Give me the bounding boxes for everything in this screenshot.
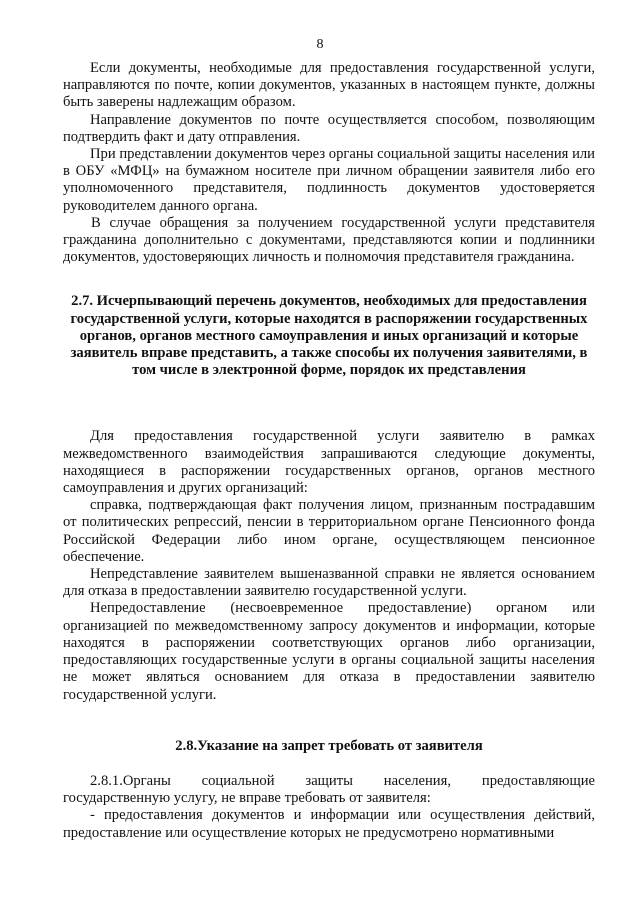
paragraph-social-protection: При представлении документов через органы социальной защиты населения или в ОБУ «МФЦ» на бумажном носителе при личном обращении заявителя либо его уполномоченного представителя, подлинность документов удостоверяется руководителем данного органа. <box>63 146 595 214</box>
section-heading-2-7: 2.7. Исчерпывающий перечень документов, необходимых для предоставления государственной услуги, которые находятся в распоряжении государственных органов, органов местного самоуправления и иных организаций и которые заявитель вправе представить, а также способы их получения заявителями, в том числе в электронной форме, порядок их представления <box>70 293 588 379</box>
paragraph-mail-sending: Направление документов по почте осуществляется способом, позволяющим подтвердить факт и дату отправления. <box>63 111 595 145</box>
paragraph-mail-copies: Если документы, необходимые для предоставления государственной услуги, направляются по почте, копии документов, указанных в настоящем пункте, должны быть заверены надлежащим образом. <box>63 60 595 111</box>
paragraph-interagency-request: Для предоставления государственной услуги заявителю в рамках межведомственного взаимодействия запрашиваются следующие документы, находящиеся в распоряжении государственных органов, органов местного самоуправления и других организаций: <box>63 428 595 497</box>
paragraph-pension-certificate: справка, подтверждающая факт получения лицом, признанным пострадавшим от политических репрессий, пенсии в территориальном органе Пенсионного фонда Российской Федерации либо ином органе, осуществляющем пенсионное обеспечение. <box>63 497 595 565</box>
paragraph-2-8-1: 2.8.1.Органы социальной защиты населения, предоставляющие государственную услугу, не вправе требовать от заявителя: <box>63 772 595 807</box>
paragraph-non-provision: Непредоставление (несвоевременное предоставление) органом или организацией по межведомственному запросу документов и информации, которые находятся в распоряжении соответствующих органов либо организации, предоставляющих государственные услуги в органы социальной защиты населения не может являться основанием для отказа в предоставлении заявителю государственной услуги. <box>63 600 595 703</box>
paragraph-documents-prohibition: - предоставления документов и информации или осуществления действий, предоставление или осуществление которых не предусмотрено нормативными <box>63 807 595 841</box>
section-heading-2-8: 2.8.Указание на запрет требовать от заявителя <box>175 737 483 754</box>
page-content <box>63 60 595 842</box>
paragraph-representative: В случае обращения за получением государственной услуги представителя гражданина дополнительно с документами, представляются копии и подлинники документов, удостоверяющих личность и полномочия представителя гражданина. <box>63 214 595 266</box>
paragraph-non-submission: Непредставление заявителем вышеназванной справки не является основанием для отказа в предоставлении заявителю государственной услуги. <box>63 566 595 600</box>
page-number: 8 <box>316 37 324 52</box>
